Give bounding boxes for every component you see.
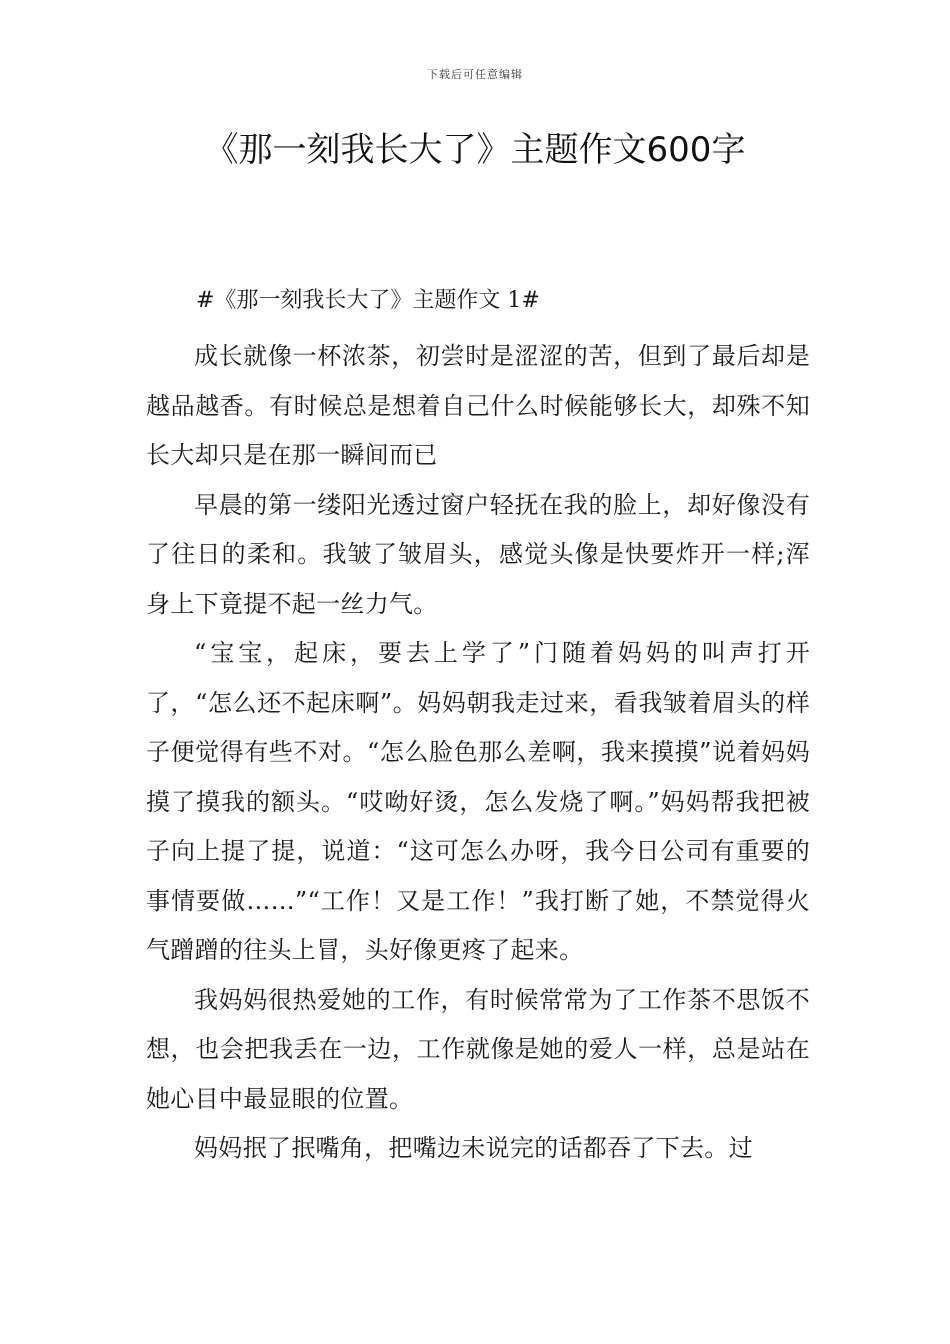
paragraph: 早晨的第一缕阳光透过窗户轻抚在我的脸上，却好像没有了往日的柔和。我皱了皱眉头，感觉头像是快要炸开一样;浑身上下竟提不起一丝力气。 <box>146 490 810 618</box>
header-note: 下载后可任意编辑 <box>427 68 523 81</box>
document-title: 《那一刻我长大了》主题作文600字 <box>204 130 746 170</box>
paragraph: 妈妈抿了抿嘴角，把嘴边未说完的话都吞了下去。过 <box>194 1134 753 1162</box>
section-heading: #《那一刻我长大了》主题作文 1# <box>196 288 540 313</box>
paragraph: 成长就像一杯浓茶，初尝时是涩涩的苦，但到了最后却是越品越香。有时候总是想着自己什么时候能够长大，却殊不知长大却只是在那一瞬间而已 <box>146 342 810 469</box>
document-body <box>146 276 810 1174</box>
paragraph: 我妈妈很热爱她的工作，有时候常常为了工作茶不思饭不想，也会把我丢在一边，工作就像是她的爱人一样，总是站在她心目中最显眼的位置。 <box>146 985 810 1113</box>
paragraph: “宝宝，起床，要去上学了”门随着妈妈的叫声打开了，“怎么还不起床啊”。妈妈朝我走过来，看我皱着眉头的样子便觉得有些不对。“怎么脸色那么差啊，我来摸摸”说着妈妈摸了摸我的额头。“哎呦好烫，怎么发烧了啊。”妈妈帮我把被子向上提了提，说道：“这可怎么办呀，我今日公司有重要的事情要做……”“工作！又是工作！”我打断了她，不禁觉得火气蹭蹭的往头上冒，头好像更疼了起来。 <box>146 639 810 964</box>
